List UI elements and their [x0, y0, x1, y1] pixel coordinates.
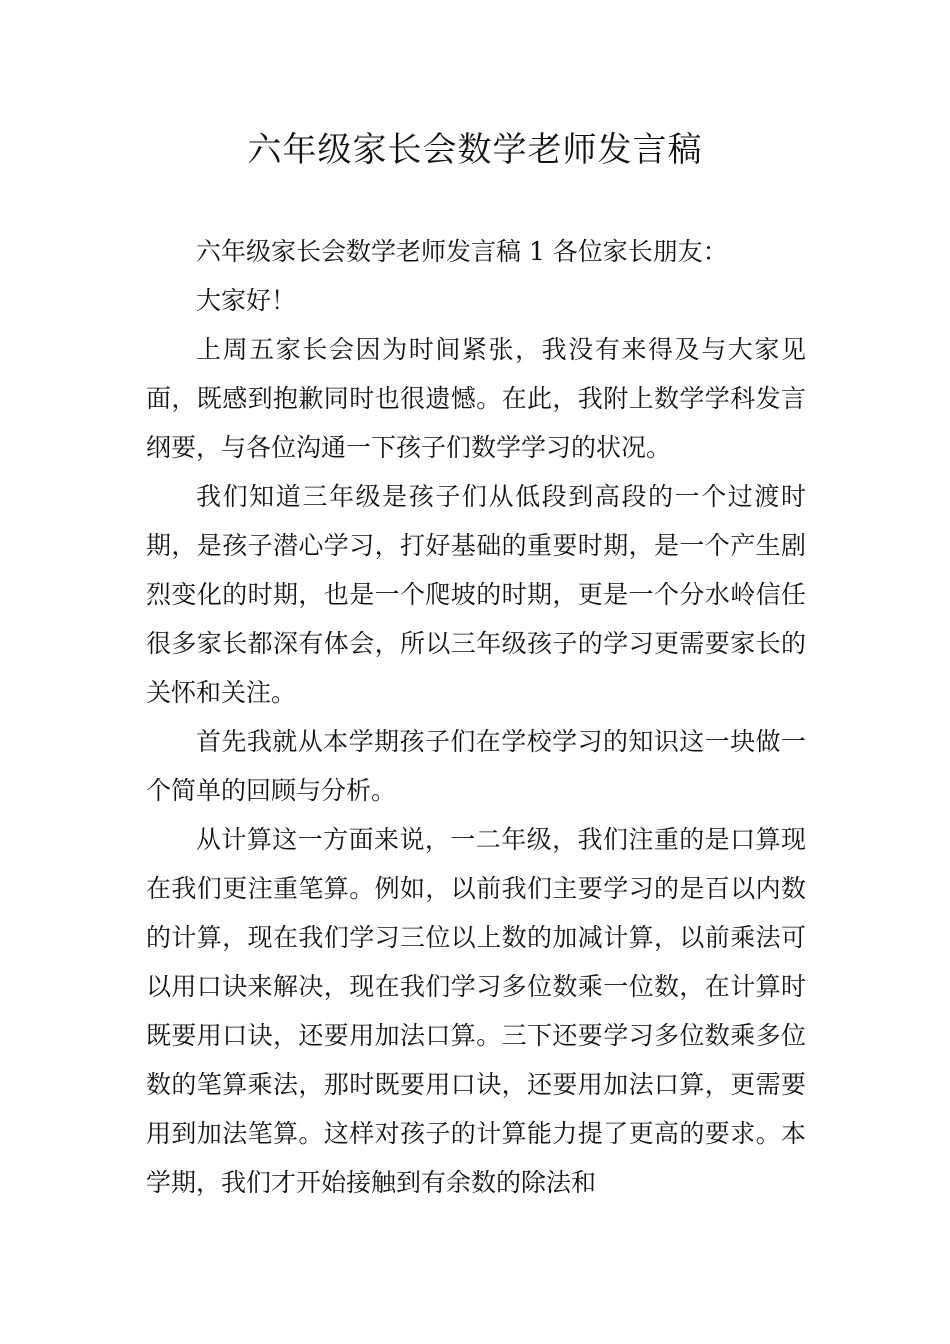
paragraph-calculation: 从计算这一方面来说，一二年级，我们注重的是口算现在我们更注重笔算。例如，以前我们主要学习的是百以内数的计算，现在我们学习三位以上数的加减计算，以前乘法可以用口诀来解决，现在我们学习多位数乘一位数，在计算时既要用口诀，还要用加法口算。三下还要学习多位数乘多位数的笔算乘法，那时既要用口诀，还要用加法口算，更需要用到加法笔算。这样对孩子的计算能力提了更高的要求。本学期，我们才开始接触到有余数的除法和 [146, 825, 806, 1197]
paragraph-grade-three: 我们知道三年级是孩子们从低段到高段的一个过渡时期，是孩子潜心学习，打好基础的重要时期，是一个产生剧烈变化的时期，也是一个爬坡的时期，更是一个分水岭信任很多家长都深有体会，所以三年级孩子的学习更需要家长的关怀和关注。 [146, 482, 806, 707]
paragraph-heading-greeting: 六年级家长会数学老师发言稿 1 各位家长朋友： [196, 237, 728, 266]
document-body [146, 227, 806, 1207]
paragraph-review: 首先我就从本学期孩子们在学校学习的知识这一块做一个简单的回顾与分析。 [146, 727, 806, 805]
paragraph-apology: 上周五家长会因为时间紧张，我没有来得及与大家见面，既感到抱歉同时也很遗憾。在此，我附上数学学科发言纲要，与各位沟通一下孩子们数学学习的状况。 [146, 335, 806, 462]
paragraph-hello: 大家好！ [196, 286, 297, 315]
document-title: 六年级家长会数学老师发言稿 [247, 130, 703, 170]
